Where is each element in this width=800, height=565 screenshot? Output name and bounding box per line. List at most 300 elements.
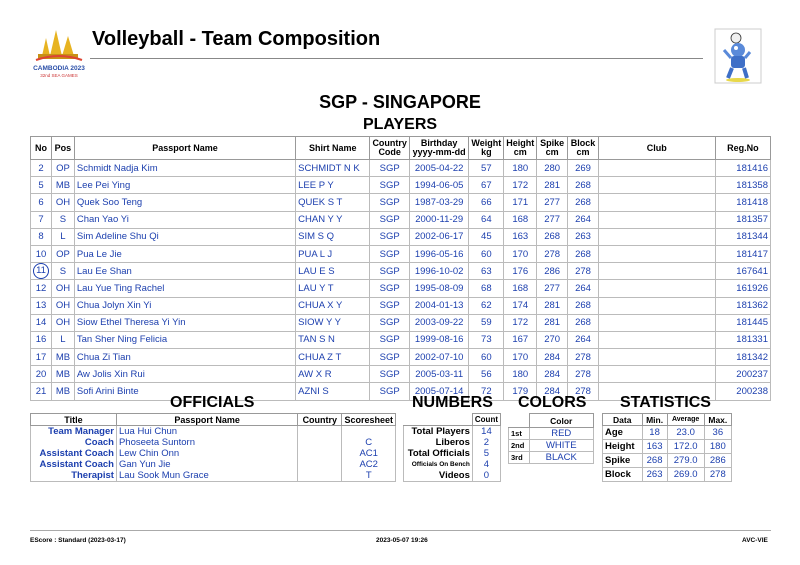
player-spike: 277 [537,280,568,297]
official-name: Lua Hui Chun [116,426,297,438]
player-number-value: 5 [38,179,44,191]
officials-table [30,413,396,482]
player-birthday: 1994-06-05 [409,177,468,194]
player-reg-no: 181342 [715,349,770,366]
player-number [31,314,52,331]
player-country-code: SGP [370,211,410,228]
player-country-code: SGP [370,228,410,245]
player-birthday: 2002-07-10 [409,349,468,366]
official-country [298,437,342,448]
statistics-min: 18 [642,426,667,440]
player-number [31,331,52,348]
player-height: 172 [504,314,537,331]
player-weight: 57 [469,160,504,177]
player-country-code: SGP [370,160,410,177]
player-passport-name: Quek Soo Teng [74,194,295,211]
statistics-row [603,468,732,482]
player-position: MB [52,177,75,194]
player-block: 278 [568,349,599,366]
player-number-value: 2 [38,162,44,174]
player-reg-no: 181331 [715,331,770,348]
team-heading: SGP - SINGAPORE [319,92,481,112]
player-birthday: 2002-06-17 [409,228,468,245]
player-country-code: SGP [370,366,410,383]
statistics-min: 268 [642,454,667,468]
player-weight: 60 [469,245,504,262]
official-scoresheet [342,426,396,438]
statistics-max: 286 [704,454,731,468]
player-row [31,366,771,383]
games-logo [30,24,88,84]
player-club [598,366,715,383]
player-weight: 64 [469,211,504,228]
player-height: 168 [504,280,537,297]
player-weight: 45 [469,228,504,245]
col-official-name: Passport Name [116,414,297,426]
colors-header-row [509,414,594,428]
player-spike: 270 [537,331,568,348]
player-number [31,228,52,245]
player-block: 264 [568,280,599,297]
col-no: No [31,137,52,160]
player-position: OH [52,314,75,331]
player-spike: 284 [537,383,568,400]
colors-value: BLACK [529,452,594,464]
statistics-max: 180 [704,440,731,454]
player-position: MB [52,366,75,383]
player-club [598,177,715,194]
player-country-code: SGP [370,280,410,297]
colors-rank: 3rd [509,452,530,464]
statistics-table [602,413,732,482]
numbers-label: Liberos [404,437,473,448]
player-passport-name: Lau Ee Shan [74,263,295,280]
official-country [298,448,342,459]
colors-heading: COLORS [518,394,587,411]
col-average: Average [667,414,704,426]
numbers-heading: NUMBERS [412,394,493,411]
players-heading: PLAYERS [362,116,438,133]
col-official-country: Country [298,414,342,426]
player-weight: 62 [469,297,504,314]
colors-row [509,440,594,452]
player-birthday: 2005-04-22 [409,160,468,177]
player-block: 263 [568,228,599,245]
player-shirt-name: AW X R [296,366,370,383]
player-number [31,383,52,400]
numbers-label: Total Officials [404,448,473,459]
player-reg-no: 181344 [715,228,770,245]
player-weight: 72 [469,383,504,400]
player-spike: 286 [537,263,568,280]
svg-text:32nd SEA GAMES: 32nd SEA GAMES [40,73,78,78]
player-birthday: 2005-07-14 [409,383,468,400]
statistics-average: 269.0 [667,468,704,482]
player-height: 176 [504,263,537,280]
statistics-average: 23.0 [667,426,704,440]
player-spike: 277 [537,211,568,228]
player-birthday: 2005-03-11 [409,366,468,383]
numbers-value: 2 [472,437,500,448]
player-row [31,349,771,366]
player-spike: 277 [537,194,568,211]
statistics-label: Height [603,440,643,454]
numbers-row [404,448,501,459]
statistics-row [603,454,732,468]
player-passport-name: Aw Jolis Xin Rui [74,366,295,383]
footer-divider [30,530,771,531]
player-club [598,314,715,331]
statistics-label: Block [603,468,643,482]
player-passport-name: Tan Sher Ning Felicia [74,331,295,348]
player-position: OP [52,160,75,177]
footer-software: EScore : Standard (2023-03-17) [30,537,126,544]
player-country-code: SGP [370,194,410,211]
player-position: OH [52,297,75,314]
numbers-value: 14 [472,426,500,438]
statistics-row [603,426,732,440]
player-number-value: 10 [35,248,47,260]
player-number-value: 20 [35,368,47,380]
player-reg-no: 161926 [715,280,770,297]
col-max: Max. [704,414,731,426]
player-row [31,194,771,211]
official-title: Team Manager [31,426,117,438]
player-spike: 278 [537,245,568,262]
col-color: Color [529,414,594,428]
player-number [31,280,52,297]
player-row [31,228,771,245]
player-number [31,194,52,211]
player-number [31,349,52,366]
footer-timestamp: 2023-05-07 19:26 [376,537,428,544]
player-row [31,245,771,262]
player-number-value: 12 [35,282,47,294]
statistics-heading: STATISTICS [620,394,711,411]
player-row [31,331,771,348]
officials-header-row [31,414,396,426]
col-scoresheet: Scoresheet [342,414,396,426]
player-number [31,263,52,280]
official-country [298,459,342,470]
mascot-image [714,28,762,84]
player-height: 168 [504,211,537,228]
col-birthday: Birthday yyyy-mm-dd [409,137,468,160]
player-block: 269 [568,160,599,177]
statistics-label: Spike [603,454,643,468]
player-reg-no: 181445 [715,314,770,331]
player-height: 179 [504,383,537,400]
player-reg-no: 200238 [715,383,770,400]
player-number [31,160,52,177]
player-row [31,297,771,314]
player-country-code: SGP [370,349,410,366]
official-country [298,470,342,482]
player-shirt-name: CHUA Z T [296,349,370,366]
official-title: Assistant Coach [31,448,117,459]
player-row [31,280,771,297]
player-number-value: 17 [35,351,47,363]
official-name: Lau Sook Mun Grace [116,470,297,482]
player-position: L [52,331,75,348]
player-weight: 67 [469,177,504,194]
player-birthday: 1996-10-02 [409,263,468,280]
colors-value: WHITE [529,440,594,452]
colors-table [508,413,594,464]
colors-rank: 2nd [509,440,530,452]
player-weight: 56 [469,366,504,383]
player-row [31,263,771,280]
statistics-average: 172.0 [667,440,704,454]
player-number-value: 21 [35,386,47,398]
player-club [598,331,715,348]
statistics-max: 36 [704,426,731,440]
player-birthday: 2004-01-13 [409,297,468,314]
official-title: Coach [31,437,117,448]
player-block: 264 [568,331,599,348]
statistics-max: 278 [704,468,731,482]
player-position: S [52,263,75,280]
player-country-code: SGP [370,263,410,280]
player-country-code: SGP [370,331,410,348]
player-club [598,263,715,280]
official-scoresheet: AC2 [342,459,396,470]
col-passport-name: Passport Name [74,137,295,160]
player-birthday: 1999-08-16 [409,331,468,348]
numbers-row [404,437,501,448]
player-position: OH [52,280,75,297]
col-block: Block cm [568,137,599,160]
colors-row [509,452,594,464]
player-birthday: 2000-11-29 [409,211,468,228]
numbers-label: Officials On Bench [404,459,473,470]
player-height: 172 [504,177,537,194]
player-club [598,211,715,228]
player-passport-name: Chua Jolyn Xin Yi [74,297,295,314]
player-position: S [52,211,75,228]
player-birthday: 1996-05-16 [409,245,468,262]
official-scoresheet: T [342,470,396,482]
player-number [31,177,52,194]
players-header-row [31,137,771,160]
official-row [31,470,396,482]
player-weight: 68 [469,280,504,297]
col-country-code: Country Code [370,137,410,160]
player-passport-name: Lau Yue Ting Rachel [74,280,295,297]
player-number-value: 11 [33,263,49,279]
player-reg-no: 181416 [715,160,770,177]
player-row [31,160,771,177]
colors-rank: 1st [509,428,530,440]
player-passport-name: Pua Le Jie [74,245,295,262]
player-passport-name: Chua Zi Tian [74,349,295,366]
player-shirt-name: PUA L J [296,245,370,262]
col-data: Data [603,414,643,426]
player-passport-name: Sim Adeline Shu Qi [74,228,295,245]
player-height: 180 [504,160,537,177]
player-shirt-name: QUEK S T [296,194,370,211]
player-block: 268 [568,297,599,314]
svg-text:CAMBODIA 2023: CAMBODIA 2023 [33,65,85,72]
player-club [598,228,715,245]
col-count: Count [472,414,500,426]
numbers-row [404,459,501,470]
official-row [31,448,396,459]
officials-heading: OFFICIALS [170,394,255,411]
player-spike: 284 [537,349,568,366]
player-birthday: 1987-03-29 [409,194,468,211]
player-number-value: 8 [38,231,44,243]
player-position: OP [52,245,75,262]
numbers-value: 4 [472,459,500,470]
statistics-row [603,440,732,454]
player-block: 268 [568,245,599,262]
col-title: Title [31,414,117,426]
player-shirt-name: CHUA X Y [296,297,370,314]
player-spike: 281 [537,177,568,194]
player-birthday: 1995-08-09 [409,280,468,297]
player-height: 170 [504,245,537,262]
colors-value: RED [529,428,594,440]
player-passport-name: Schmidt Nadja Kim [74,160,295,177]
player-country-code: SGP [370,297,410,314]
player-spike: 281 [537,314,568,331]
player-block: 268 [568,194,599,211]
player-weight: 60 [469,349,504,366]
player-block: 268 [568,314,599,331]
player-shirt-name: LAU E S [296,263,370,280]
player-reg-no: 181362 [715,297,770,314]
player-passport-name: Lee Pei Ying [74,177,295,194]
player-height: 170 [504,349,537,366]
player-weight: 73 [469,331,504,348]
col-club: Club [598,137,715,160]
player-number [31,366,52,383]
title-divider [90,58,703,59]
player-reg-no: 181357 [715,211,770,228]
col-pos: Pos [52,137,75,160]
player-reg-no: 200237 [715,366,770,383]
player-number-value: 13 [35,300,47,312]
player-shirt-name: SIM S Q [296,228,370,245]
player-passport-name: Sofi Arini Binte [74,383,295,400]
player-number [31,211,52,228]
numbers-value: 5 [472,448,500,459]
player-shirt-name: LEE P Y [296,177,370,194]
col-height: Height cm [504,137,537,160]
numbers-table [403,413,501,482]
player-position: MB [52,349,75,366]
player-reg-no: 181417 [715,245,770,262]
player-spike: 284 [537,366,568,383]
col-reg-no: Reg.No [715,137,770,160]
player-spike: 280 [537,160,568,177]
player-position: L [52,228,75,245]
official-title: Therapist [31,470,117,482]
player-passport-name: Chan Yao Yi [74,211,295,228]
footer-code: AVC-VIE [742,537,768,544]
player-country-code: SGP [370,245,410,262]
col-shirt-name: Shirt Name [296,137,370,160]
official-country [298,426,342,438]
player-block: 264 [568,211,599,228]
player-height: 167 [504,331,537,348]
player-club [598,160,715,177]
player-club [598,297,715,314]
col-min: Min. [642,414,667,426]
player-country-code: SGP [370,177,410,194]
official-row [31,426,396,438]
player-reg-no: 181418 [715,194,770,211]
numbers-value: 0 [472,470,500,482]
player-row [31,177,771,194]
statistics-min: 263 [642,468,667,482]
player-reg-no: 181358 [715,177,770,194]
players-table [30,136,771,401]
player-shirt-name: SCHMIDT N K [296,160,370,177]
player-block: 278 [568,263,599,280]
player-number [31,297,52,314]
player-block: 268 [568,177,599,194]
player-weight: 66 [469,194,504,211]
numbers-row [404,426,501,438]
player-number-value: 16 [35,334,47,346]
numbers-label: Total Players [404,426,473,438]
col-spike: Spike cm [537,137,568,160]
player-height: 163 [504,228,537,245]
player-weight: 63 [469,263,504,280]
official-title: Assistant Coach [31,459,117,470]
statistics-average: 279.0 [667,454,704,468]
player-row [31,211,771,228]
player-block: 278 [568,366,599,383]
page-title: Volleyball - Team Composition [92,28,381,50]
player-passport-name: Siow Ethel Theresa Yi Yin [74,314,295,331]
numbers-label: Videos [404,470,473,482]
player-height: 171 [504,194,537,211]
statistics-header-row [603,414,732,426]
player-height: 174 [504,297,537,314]
player-club [598,245,715,262]
player-club [598,194,715,211]
col-weight: Weight kg [469,137,504,160]
player-country-code: SGP [370,314,410,331]
statistics-min: 163 [642,440,667,454]
player-club [598,349,715,366]
statistics-label: Age [603,426,643,440]
official-scoresheet: AC1 [342,448,396,459]
player-row [31,314,771,331]
colors-row [509,428,594,440]
player-shirt-name: LAU Y T [296,280,370,297]
player-position: OH [52,194,75,211]
official-name: Phoseeta Suntorn [116,437,297,448]
official-scoresheet: C [342,437,396,448]
player-reg-no: 167641 [715,263,770,280]
official-row [31,437,396,448]
player-weight: 59 [469,314,504,331]
player-shirt-name: CHAN Y Y [296,211,370,228]
player-shirt-name: AZNI S [296,383,370,400]
official-name: Gan Yun Jie [116,459,297,470]
player-number-value: 7 [38,214,44,226]
player-country-code: SGP [370,383,410,400]
player-spike: 268 [537,228,568,245]
player-club [598,280,715,297]
official-name: Lew Chin Onn [116,448,297,459]
player-block: 278 [568,383,599,400]
player-shirt-name: TAN S N [296,331,370,348]
